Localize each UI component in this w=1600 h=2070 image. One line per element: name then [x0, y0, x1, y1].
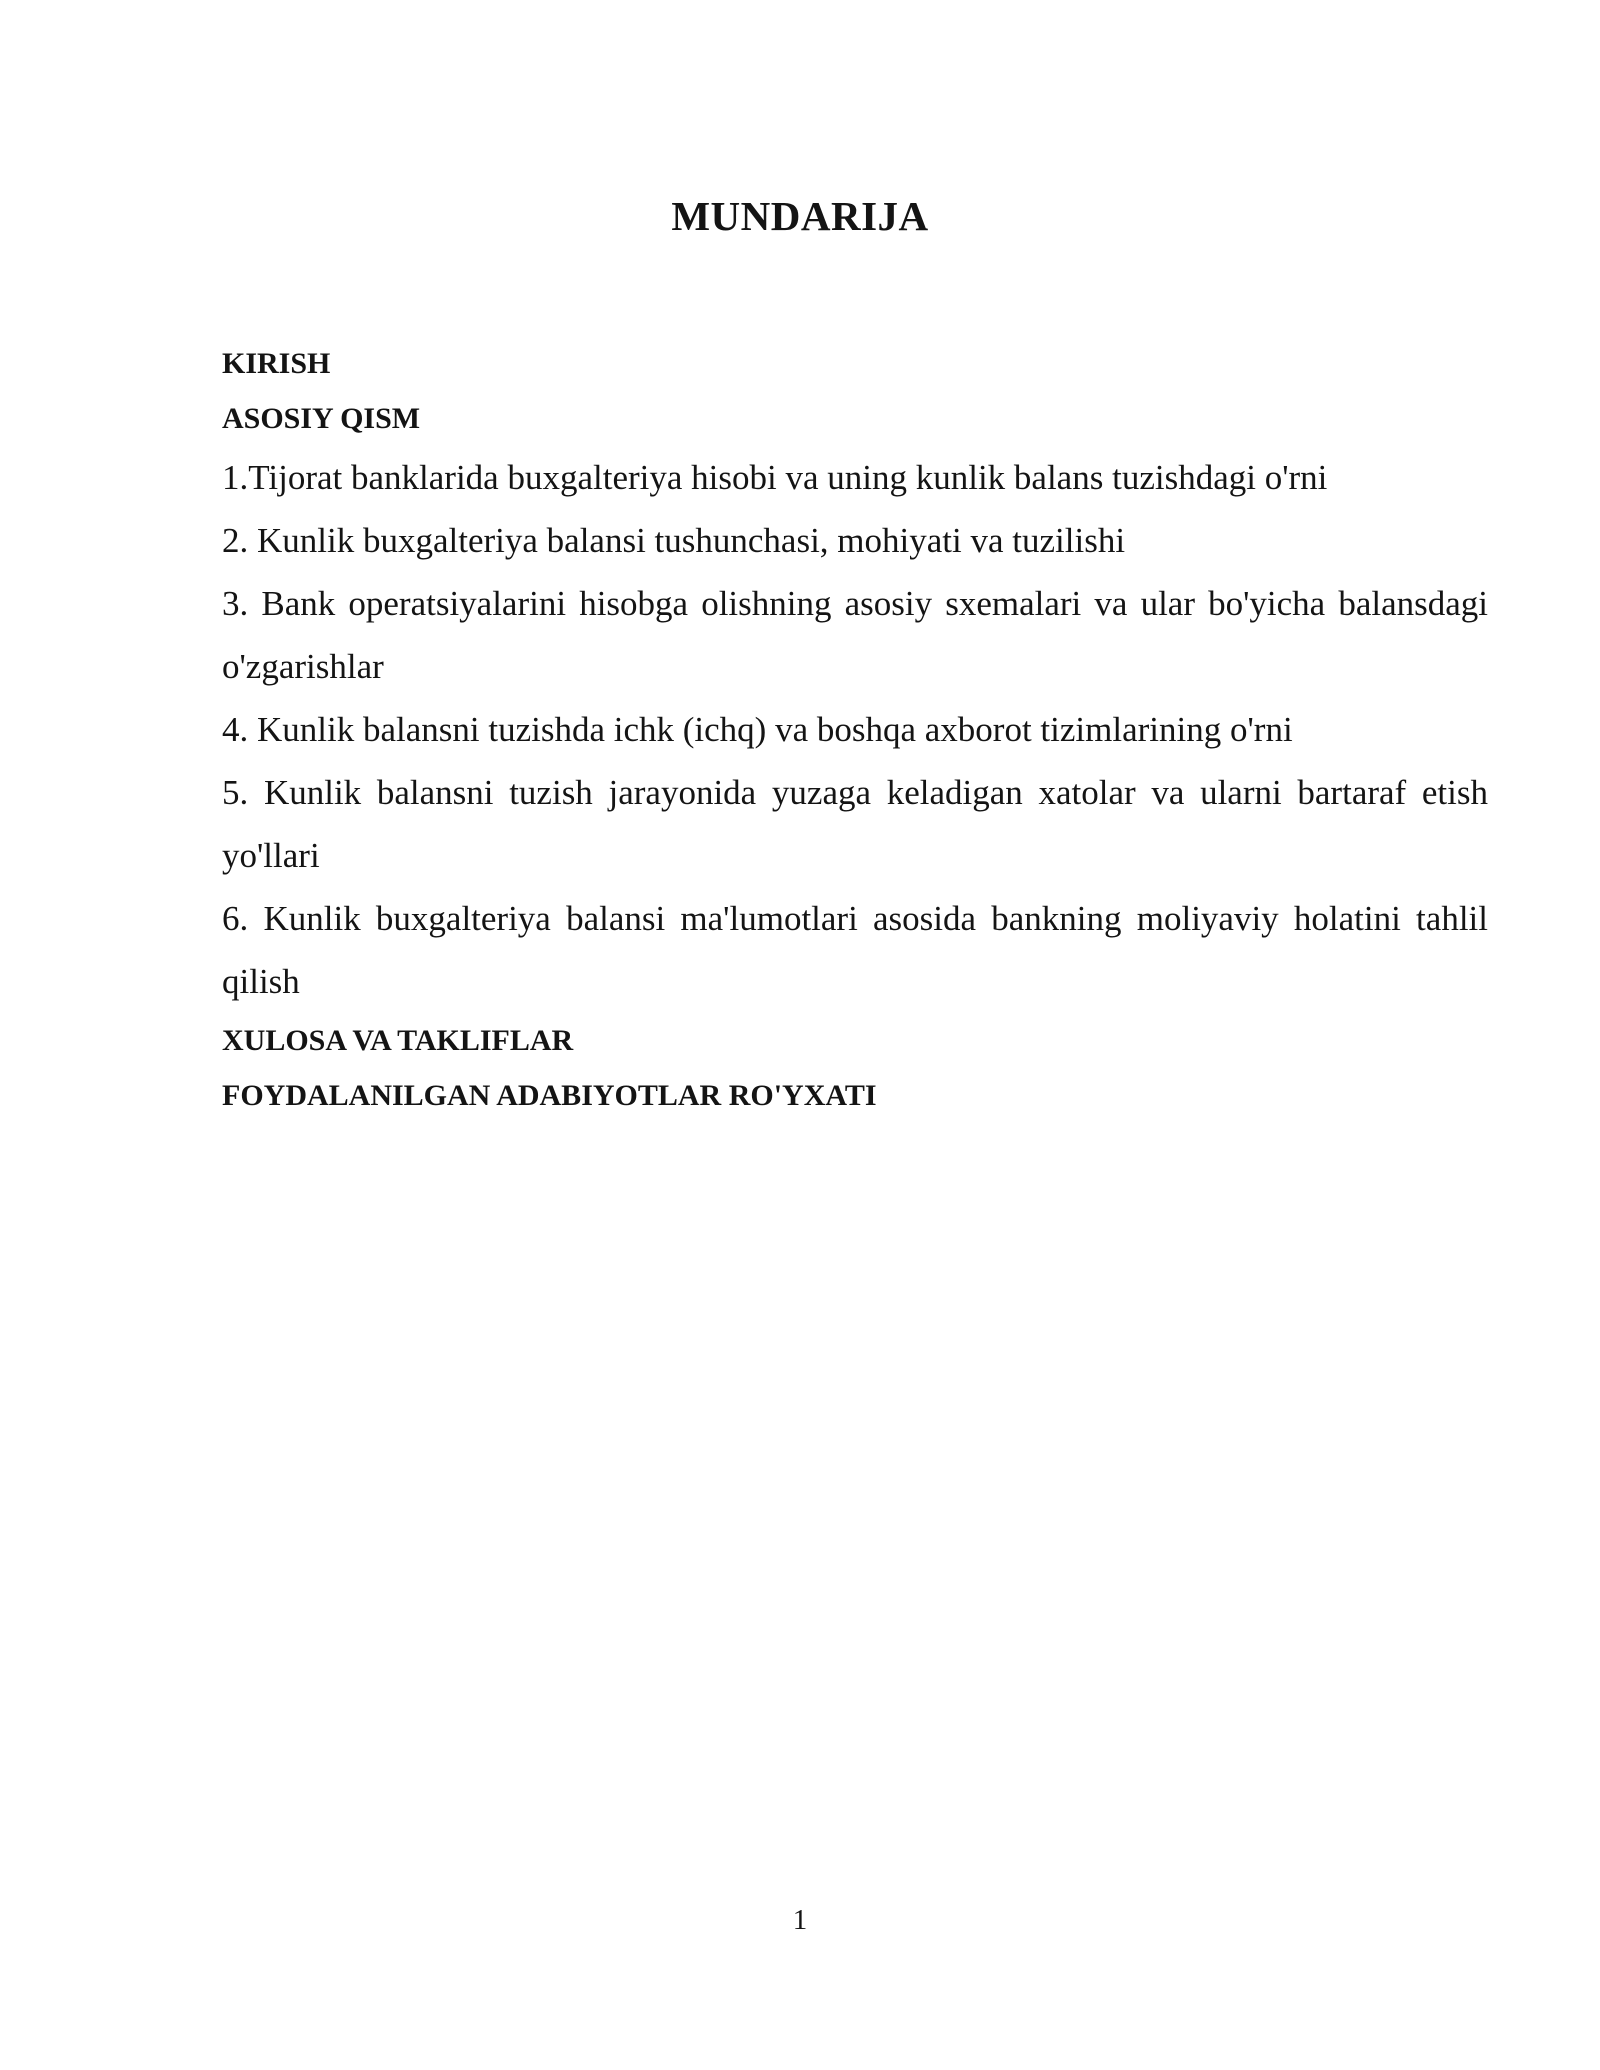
toc-item-1: 1.Tijorat banklarida buxgalteriya hisobi va uning kunlik balans tuzishdagi o'rni: [222, 458, 1328, 497]
toc-item-3: 3. Bank operatsiyalarini hisobga olishning asosiy sxemalari va ular bo'yicha balansdagi o'zgarishlar: [222, 584, 1488, 686]
toc-heading-references: FOYDALANILGAN ADABIYOTLAR RO'YXATI: [222, 1079, 877, 1112]
toc-heading-intro: KIRISH: [222, 347, 331, 380]
toc-heading-conclusion: XULOSA VA TAKLIFLAR: [222, 1024, 574, 1057]
toc-item-6: 6. Kunlik buxgalteriya balansi ma'lumotlari asosida bankning moliyaviy holatini tahlil qilish: [222, 899, 1488, 1001]
toc-item-5: 5. Kunlik balansni tuzish jarayonida yuzaga keladigan xatolar va ularni bartaraf etish yo'llari: [222, 773, 1488, 875]
page-title: MUNDARIJA: [671, 193, 929, 239]
page-number: 1: [792, 1904, 808, 1936]
toc-heading-main-part: ASOSIY QISM: [222, 402, 421, 435]
table-of-contents: [222, 336, 1488, 1123]
toc-item-4: 4. Kunlik balansni tuzishda ichk (ichq) va boshqa axborot tizimlarining o'rni: [222, 710, 1293, 749]
toc-item-2: 2. Kunlik buxgalteriya balansi tushunchasi, mohiyati va tuzilishi: [222, 521, 1126, 560]
